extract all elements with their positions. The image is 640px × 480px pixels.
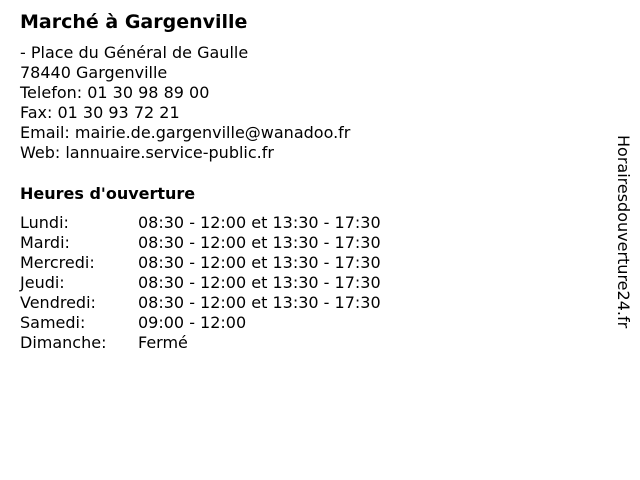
hours-day-label: Samedi: bbox=[20, 313, 86, 332]
hours-time-value: Fermé bbox=[138, 333, 188, 352]
fax-line: Fax: 01 30 93 72 21 bbox=[20, 103, 180, 122]
hours-row-sunday bbox=[20, 333, 440, 353]
phone-line: Telefon: 01 30 98 89 00 bbox=[20, 83, 210, 102]
hours-day-label: Mercredi: bbox=[20, 253, 95, 272]
opening-hours-heading: Heures d'ouverture bbox=[20, 184, 196, 203]
hours-time-value: 08:30 - 12:00 et 13:30 - 17:30 bbox=[138, 233, 381, 252]
hours-time-value: 09:00 - 12:00 bbox=[138, 313, 247, 332]
hours-day-label: Jeudi: bbox=[20, 273, 65, 292]
hours-day-label: Dimanche: bbox=[20, 333, 107, 352]
hours-day-label: Mardi: bbox=[20, 233, 70, 252]
hours-time-value: 08:30 - 12:00 et 13:30 - 17:30 bbox=[138, 293, 381, 312]
hours-row-saturday bbox=[20, 313, 440, 333]
hours-day-label: Vendredi: bbox=[20, 293, 96, 312]
hours-row-thursday bbox=[20, 273, 440, 293]
address-block bbox=[20, 43, 350, 163]
page-title: Marché à Gargenville bbox=[20, 11, 248, 33]
web-line: Web: lannuaire.service-public.fr bbox=[20, 143, 274, 162]
address-street: - Place du Général de Gaulle bbox=[20, 43, 249, 62]
hours-time-value: 08:30 - 12:00 et 13:30 - 17:30 bbox=[138, 253, 381, 272]
site-watermark: Horairesdouverture24.fr bbox=[614, 135, 633, 329]
hours-row-tuesday bbox=[20, 233, 440, 253]
hours-row-monday bbox=[20, 213, 440, 233]
hours-row-wednesday bbox=[20, 253, 440, 273]
hours-time-value: 08:30 - 12:00 et 13:30 - 17:30 bbox=[138, 213, 381, 232]
address-city: 78440 Gargenville bbox=[20, 63, 168, 82]
hours-time-value: 08:30 - 12:00 et 13:30 - 17:30 bbox=[138, 273, 381, 292]
email-line: Email: mairie.de.gargenville@wanadoo.fr bbox=[20, 123, 351, 142]
hours-row-friday bbox=[20, 293, 440, 313]
opening-hours-list bbox=[20, 213, 440, 353]
hours-day-label: Lundi: bbox=[20, 213, 69, 232]
